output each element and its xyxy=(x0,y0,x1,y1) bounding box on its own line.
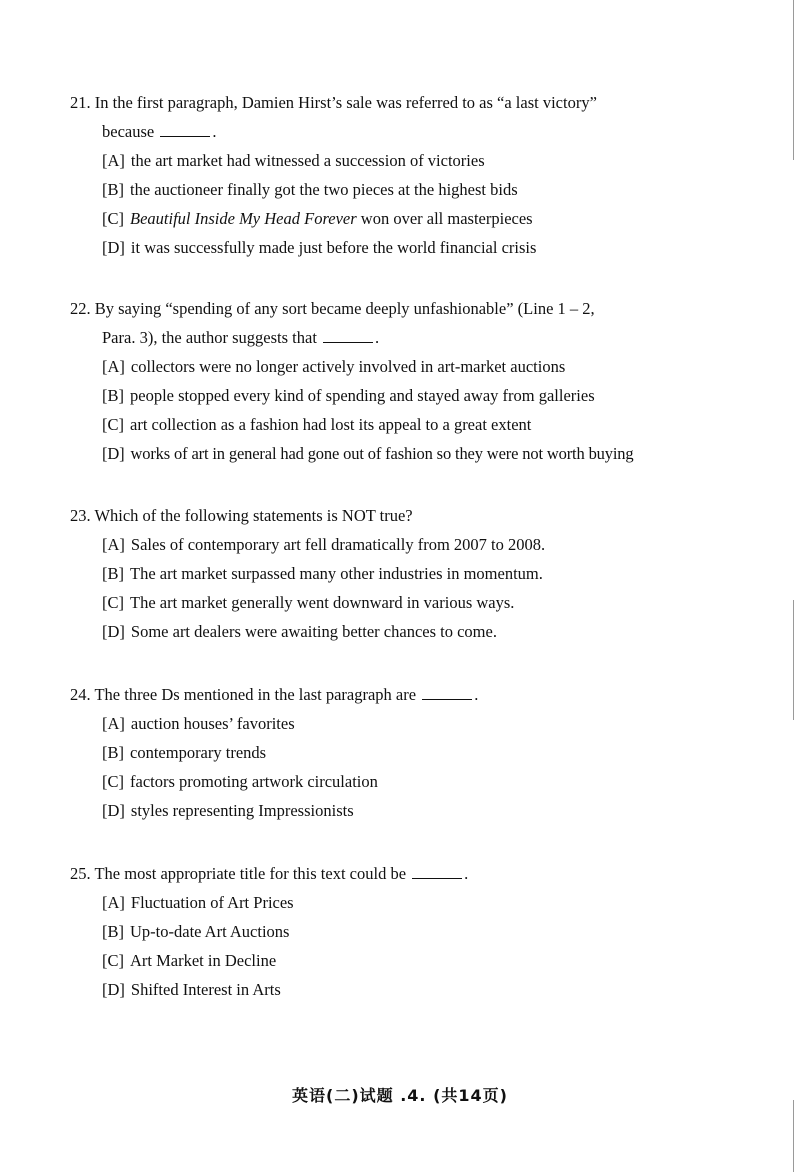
option-text: Fluctuation of Art Prices xyxy=(130,893,294,912)
stem-end: . xyxy=(212,122,217,141)
stem-text-continued: Para. 3), the author suggests that xyxy=(102,328,317,347)
option-text: Up-to-date Art Auctions xyxy=(130,922,290,941)
page-footer: 英语(二)试题 .4. (共14页) xyxy=(292,1086,508,1105)
scan-edge-line xyxy=(793,0,794,160)
option-letter: [D] xyxy=(102,801,125,820)
question-25 xyxy=(70,859,730,1004)
option-letter: [D] xyxy=(102,238,125,257)
option-c xyxy=(70,946,730,975)
option-letter: [A] xyxy=(102,714,125,733)
option-b xyxy=(70,381,730,410)
option-b xyxy=(70,175,730,204)
option-letter: [D] xyxy=(102,444,125,463)
question-21 xyxy=(70,88,730,262)
option-text: styles representing Impressionists xyxy=(130,801,354,820)
option-letter: [A] xyxy=(102,357,125,376)
option-letter: [D] xyxy=(102,980,125,999)
question-stem-continued xyxy=(70,117,730,146)
option-a xyxy=(70,709,730,738)
option-c xyxy=(70,204,730,233)
option-text: auction houses’ favorites xyxy=(130,714,295,733)
option-text: The art market generally went downward in various ways. xyxy=(130,593,515,612)
question-stem xyxy=(70,501,730,530)
option-c xyxy=(70,588,730,617)
question-stem xyxy=(70,294,730,323)
option-b xyxy=(70,738,730,767)
stem-text-continued: because xyxy=(102,122,155,141)
option-a xyxy=(70,888,730,917)
option-text: contemporary trends xyxy=(130,743,267,762)
option-d xyxy=(70,233,730,262)
option-d xyxy=(70,617,730,646)
option-letter: [A] xyxy=(102,535,125,554)
option-text: Shifted Interest in Arts xyxy=(130,980,281,999)
scan-edge-line xyxy=(793,600,794,720)
stem-end: . xyxy=(474,685,479,704)
stem-end: . xyxy=(375,328,380,347)
answer-blank xyxy=(422,685,472,700)
stem-text: 22. By saying “spending of any sort became deeply unfashionable” (Line 1 – 2, xyxy=(70,299,595,318)
option-letter: [D] xyxy=(102,622,125,641)
answer-blank xyxy=(323,328,373,343)
option-text: The art market surpassed many other industries in momentum. xyxy=(130,564,543,583)
option-letter: [B] xyxy=(102,180,124,199)
option-letter: [C] xyxy=(102,772,124,791)
option-letter: [A] xyxy=(102,893,125,912)
option-text: factors promoting artwork circulation xyxy=(130,772,378,791)
option-text: art collection as a fashion had lost its appeal to a great extent xyxy=(130,415,532,434)
option-letter: [C] xyxy=(102,593,124,612)
stem-text: 25. The most appropriate title for this text could be xyxy=(70,864,407,883)
answer-blank xyxy=(412,864,462,879)
stem-text: 23. Which of the following statements is NOT true? xyxy=(70,506,413,525)
question-stem xyxy=(70,88,730,117)
stem-text: 24. The three Ds mentioned in the last paragraph are xyxy=(70,685,417,704)
option-text: Art Market in Decline xyxy=(130,951,277,970)
option-b xyxy=(70,559,730,588)
scan-edge-line xyxy=(793,1100,794,1172)
option-letter: [A] xyxy=(102,151,125,170)
option-letter: [B] xyxy=(102,743,124,762)
option-a xyxy=(70,146,730,175)
option-b xyxy=(70,917,730,946)
option-a xyxy=(70,352,730,381)
option-letter: [C] xyxy=(102,951,124,970)
option-text: won over all masterpieces xyxy=(356,209,533,228)
stem-end: . xyxy=(464,864,469,883)
option-text: Sales of contemporary art fell dramatically from 2007 to 2008. xyxy=(130,535,546,554)
option-text: Some art dealers were awaiting better chances to come. xyxy=(130,622,497,641)
option-letter: [C] xyxy=(102,209,124,228)
option-text: the art market had witnessed a succession of victories xyxy=(130,151,485,170)
option-d xyxy=(70,439,730,468)
option-c xyxy=(70,767,730,796)
question-24 xyxy=(70,680,730,825)
option-italic-title: Beautiful Inside My Head Forever xyxy=(130,209,357,228)
option-letter: [B] xyxy=(102,386,124,405)
option-a xyxy=(70,530,730,559)
answer-blank xyxy=(160,122,210,137)
option-c xyxy=(70,410,730,439)
question-stem xyxy=(70,680,730,709)
question-22 xyxy=(70,294,730,468)
option-letter: [B] xyxy=(102,564,124,583)
option-letter: [B] xyxy=(102,922,124,941)
option-text: the auctioneer finally got the two pieces at the highest bids xyxy=(130,180,518,199)
question-23 xyxy=(70,501,730,646)
option-text: it was successfully made just before the world financial crisis xyxy=(130,238,537,257)
option-letter: [C] xyxy=(102,415,124,434)
option-text: people stopped every kind of spending and stayed away from galleries xyxy=(130,386,595,405)
question-stem xyxy=(70,859,730,888)
option-text: works of art in general had gone out of fashion so they were not worth buying xyxy=(130,444,634,463)
question-stem-continued xyxy=(70,323,730,352)
stem-text: 21. In the first paragraph, Damien Hirst’s sale was referred to as “a last victory” xyxy=(70,93,597,112)
option-d xyxy=(70,975,730,1004)
option-text: collectors were no longer actively involved in art-market auctions xyxy=(130,357,566,376)
option-d xyxy=(70,796,730,825)
